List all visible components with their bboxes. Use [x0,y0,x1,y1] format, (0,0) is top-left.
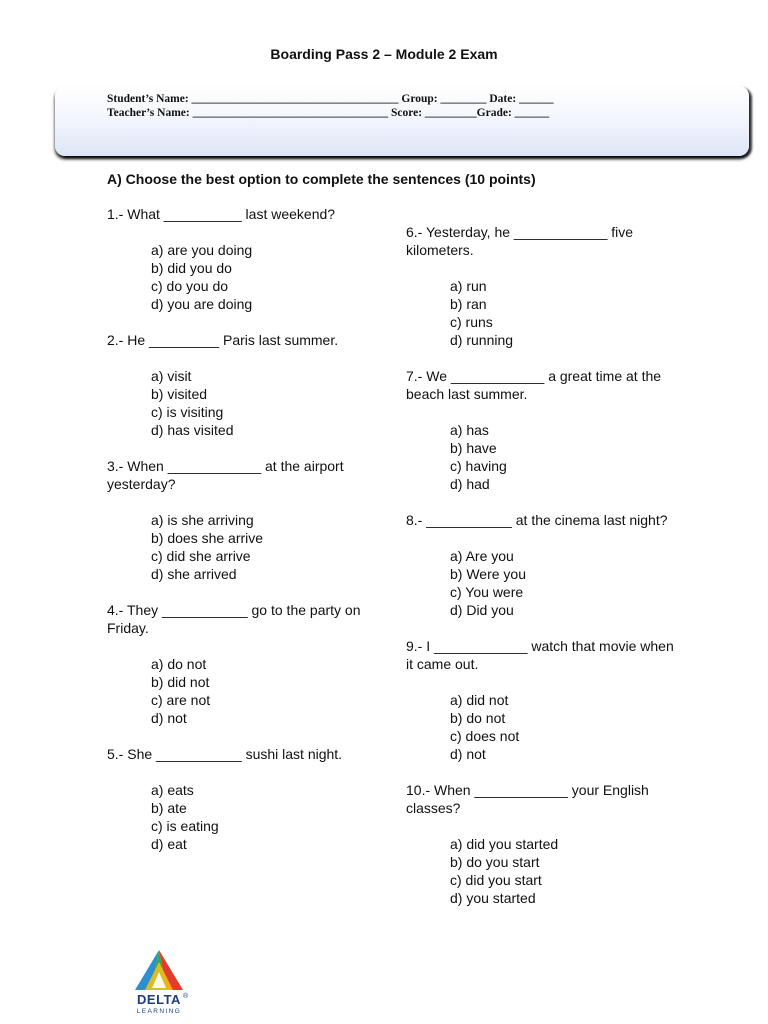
option: c) are not [151,692,211,708]
delta-learning-logo [131,948,193,1018]
questions-right-column [406,223,676,925]
option: c) having [450,458,507,474]
option: d) you are doing [151,296,253,312]
question-text: 5.- She ___________ sushi last night. [107,746,343,762]
question-6 [406,223,676,349]
teacher-info-row: Teacher’s Name: __________________________________ Score: _________Grade: ______ [107,107,550,119]
question-5 [107,745,377,853]
student-info-row: Student’s Name: ____________________________________ Group: ________ Date: ______ [107,93,554,105]
question-4 [107,601,377,727]
option: b) Were you [450,566,526,582]
option: b) did you do [151,260,232,276]
option: a) is she arriving [151,512,254,528]
option: c) do you do [151,278,229,294]
option: c) is eating [151,818,219,834]
option: a) did not [450,692,509,708]
question-10 [406,781,676,907]
option: a) visit [151,368,192,384]
option: b) does she arrive [151,530,264,546]
option: c) is visiting [151,404,224,420]
option: d) had [450,476,490,492]
option: a) run [450,278,487,294]
section-heading: A) Choose the best option to complete the sentences (10 points) [107,171,536,187]
logo-wordmark: DELTA [137,992,181,1007]
option: b) ate [151,800,187,816]
option: d) eat [151,836,187,852]
question-7 [406,367,676,493]
option: d) not [450,746,486,762]
question-text: 6.- Yesterday, he ____________ five kilometers. [406,224,634,258]
option: b) do you start [450,854,540,870]
question-text: 7.- We ____________ a great time at the beach last summer. [406,368,662,402]
option: b) have [450,440,497,456]
question-text: 1.- What __________ last weekend? [107,206,336,222]
option: d) you started [450,890,536,906]
option: d) Did you [450,602,514,618]
option: c) runs [450,314,493,330]
option: a) Are you [450,548,514,564]
question-text: 4.- They ___________ go to the party on Friday. [107,602,361,636]
questions-left-column [107,205,377,871]
option: a) do not [151,656,207,672]
option: a) did you started [450,836,559,852]
delta-triangle-icon [131,948,187,992]
option: d) running [450,332,514,348]
option: a) eats [151,782,194,798]
logo-subtitle: LEARNING [136,1008,182,1015]
question-3 [107,457,377,583]
question-9 [406,637,676,763]
option: a) has [450,422,489,438]
option: c) did she arrive [151,548,251,564]
question-8 [406,511,676,619]
option: d) not [151,710,187,726]
question-text: 8.- ___________ at the cinema last night? [406,512,668,528]
option: b) visited [151,386,208,402]
option: b) ran [450,296,487,312]
option: d) has visited [151,422,234,438]
page-title: Boarding Pass 2 – Module 2 Exam [270,46,498,62]
question-text: 3.- When ____________ at the airport yesterday? [107,458,344,492]
question-text: 9.- I ____________ watch that movie when it came out. [406,638,674,672]
student-info-box [55,86,749,156]
option: b) do not [450,710,506,726]
option: c) does not [450,728,520,744]
option: b) did not [151,674,210,690]
question-text: 2.- He _________ Paris last summer. [107,332,339,348]
logo-registered-mark: ® [183,993,189,1000]
option: a) are you doing [151,242,253,258]
question-text: 10.- When ____________ your English classes? [406,782,649,816]
question-1 [107,205,377,313]
option: d) she arrived [151,566,237,582]
question-2 [107,331,377,439]
option: c) did you start [450,872,542,888]
option: c) You were [450,584,524,600]
